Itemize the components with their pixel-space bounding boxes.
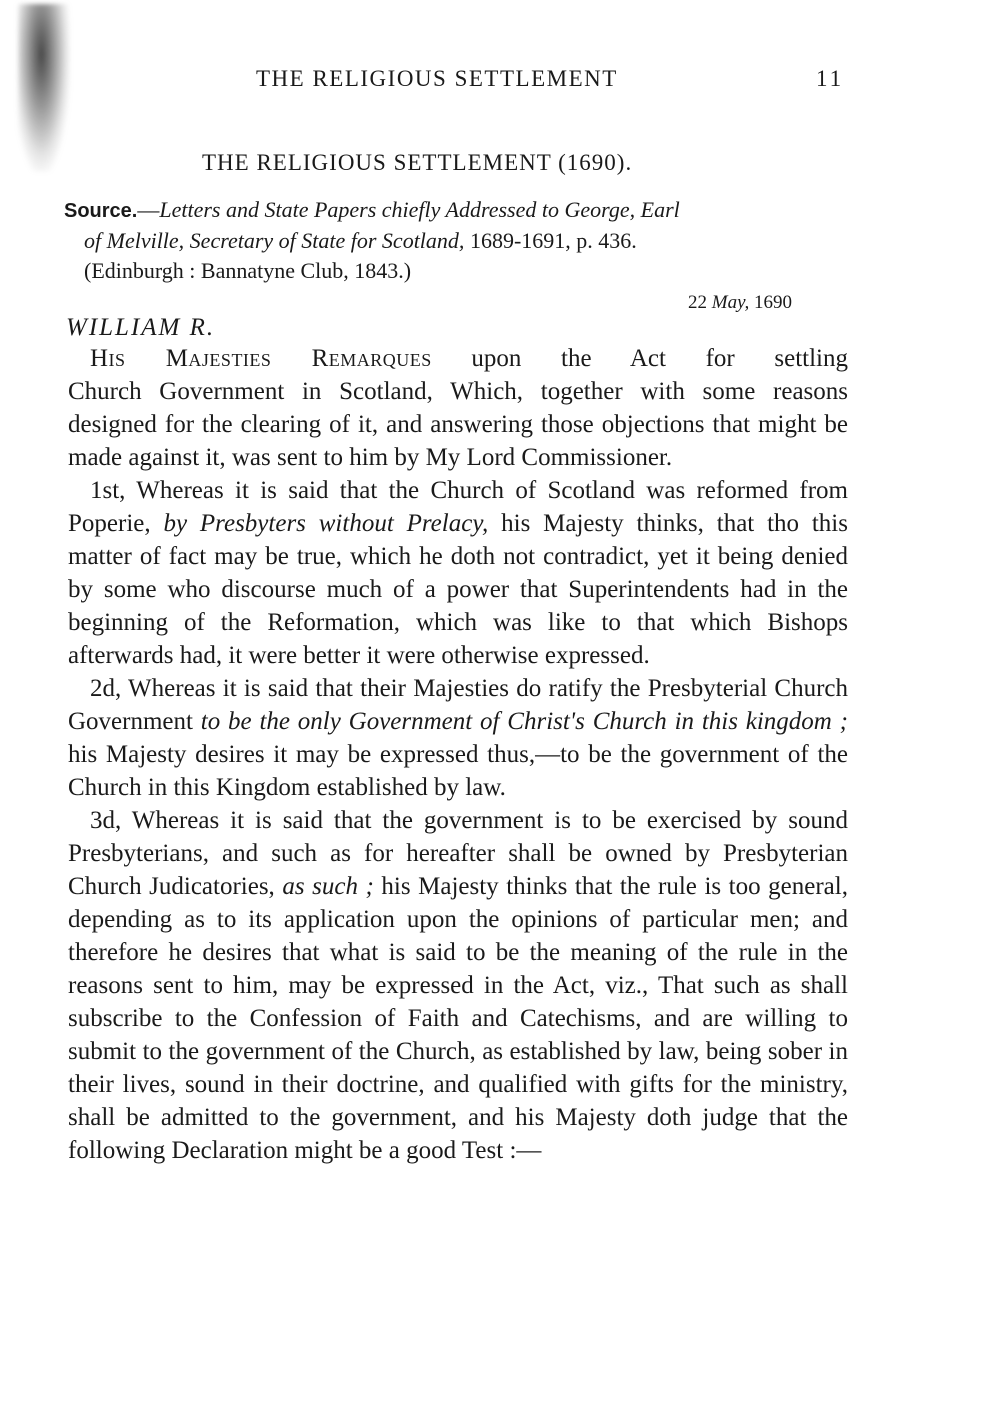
- paragraph-text: 1st, Whereas it is said that the Church of Scotland was reformed from Poperie,: [68, 477, 848, 537]
- paragraph-text: Church Government in Scotland, Which, together with some reasons designed for the clearing of it, and answering those objections that might be made against it, was sent to him by My Lord Commissioner.: [68, 378, 848, 471]
- paragraph-text: his Majesty thinks, that tho this matter of fact may be true, which he doth not contradict, yet it being denied by some who discourse much of a power that Superintendents had in the beginning of the Reformation, which was like to that which Bishops afterwards had, it were better it were otherwise expressed.: [68, 510, 848, 669]
- date-month: May,: [711, 292, 750, 313]
- paragraph-text: his Majesty desires it may be expressed thus,—to be the government of the Church in this Kingdom established by law.: [68, 741, 848, 801]
- remarques-heading: His Majesties Remarques: [90, 345, 432, 372]
- paragraph-third: [68, 804, 848, 1167]
- source-label: Source.: [64, 200, 138, 222]
- paragraph-remarques-continued: [68, 375, 848, 474]
- paragraph-italic: to be the only Government of Christ's Church in this kingdom ;: [200, 708, 848, 735]
- paragraph-text: 2d, Whereas it is said that their Majesties do ratify the Presbyterial Church Government: [68, 675, 848, 735]
- source-pages: 1689-1691, p. 436.: [464, 228, 637, 253]
- dateline: [688, 292, 792, 314]
- date-day: 22: [688, 292, 707, 313]
- signature: WILLIAM R.: [66, 314, 216, 341]
- section-title: THE RELIGIOUS SETTLEMENT (1690).: [202, 150, 633, 175]
- paragraph-second: [68, 672, 848, 804]
- paragraph-first: [68, 474, 848, 672]
- source-publisher: (Edinburgh : Bannatyne Club, 1843.): [84, 258, 412, 283]
- paragraph-italic: as such ;: [282, 873, 374, 900]
- source-citation: [64, 195, 848, 286]
- paragraph-remarques: [68, 342, 848, 375]
- running-head-title: THE RELIGIOUS SETTLEMENT: [256, 66, 618, 91]
- page-number: 11: [816, 66, 845, 91]
- paragraph-italic: by Presbyters without Prelacy,: [163, 510, 489, 537]
- scan-smudge: [18, 4, 70, 172]
- source-title-line-2: of Melville, Secretary of State for Scotland,: [84, 228, 465, 253]
- paragraph-text: his Majesty thinks that the rule is too general, depending as to its application upon the opinions of particular men; and therefore he desires that what is said to be the meaning of the rule in the reasons sent to him, may be expressed in the Act, viz., That such as shall subscribe to the Confession of Faith and Catechisms, and are willing to submit to the government of the Church, as established by law, being sober in their lives, sound in their doctrine, and qualified with gifts for the ministry, shall be admitted to the government, and his Majesty doth judge that the following Declaration might be a good Test :—: [68, 873, 848, 1164]
- source-title-line-1: Letters and State Papers chiefly Addressed to George, Earl: [159, 197, 680, 222]
- paragraph-text: upon the Act for settling: [431, 345, 848, 372]
- paragraph-text: 3d, Whereas it is said that the government is to be exercised by sound Presbyterians, and such as for hereafter shall be owned by Presbyterian Church Judicatories,: [68, 807, 848, 900]
- source-dash: —: [137, 197, 160, 222]
- date-year: 1690: [753, 292, 792, 313]
- document-body: [68, 342, 848, 1167]
